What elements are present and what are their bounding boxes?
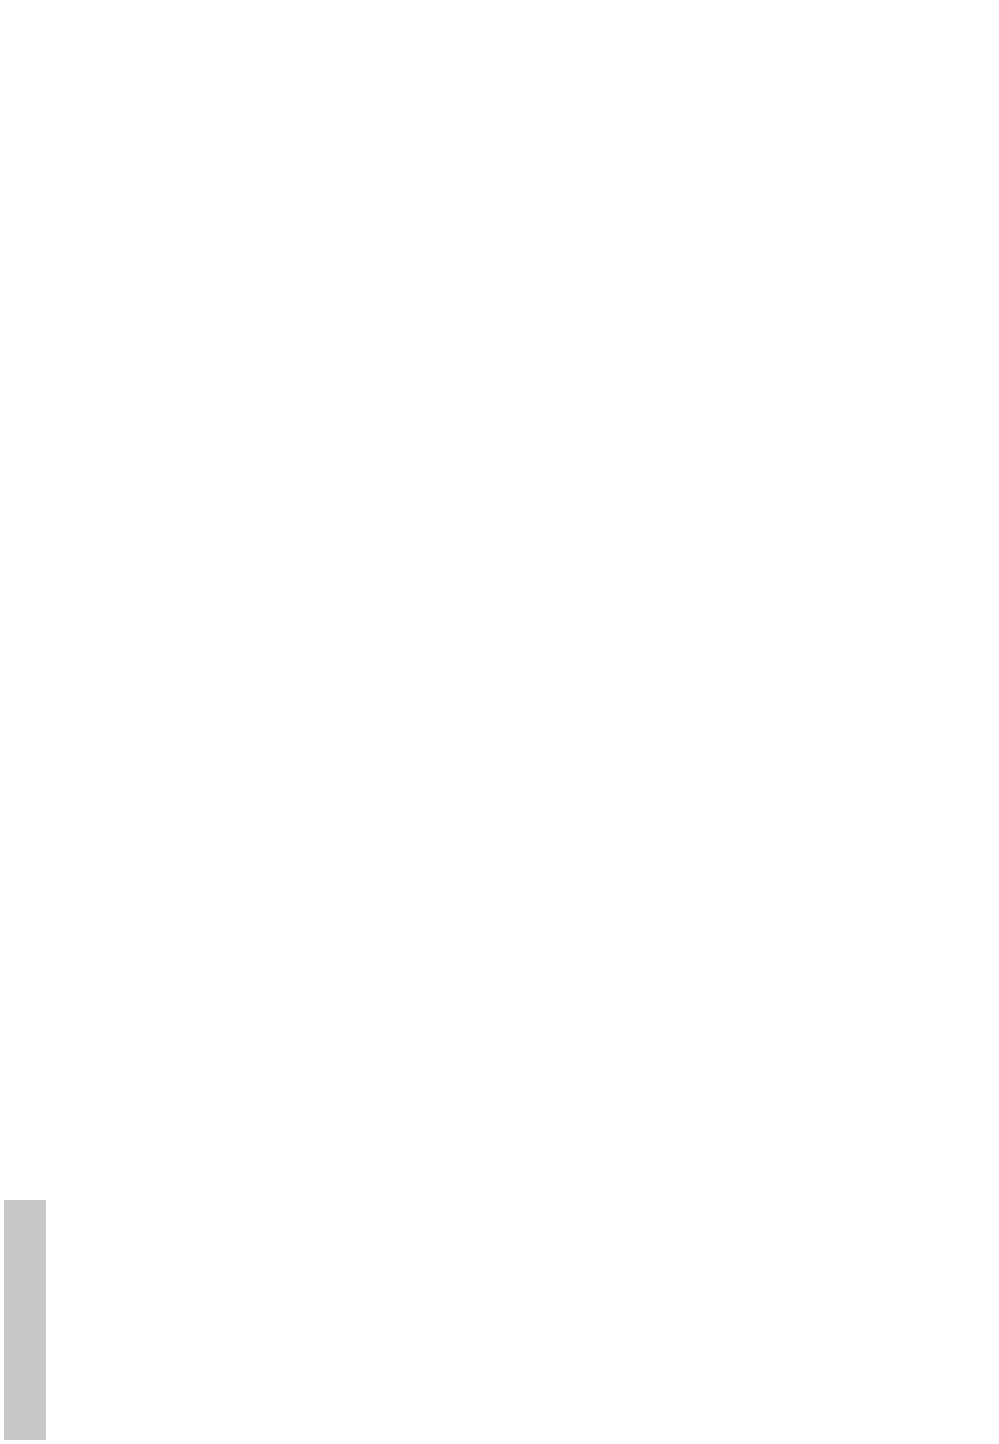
sum-chart-label	[4, 1200, 46, 1440]
